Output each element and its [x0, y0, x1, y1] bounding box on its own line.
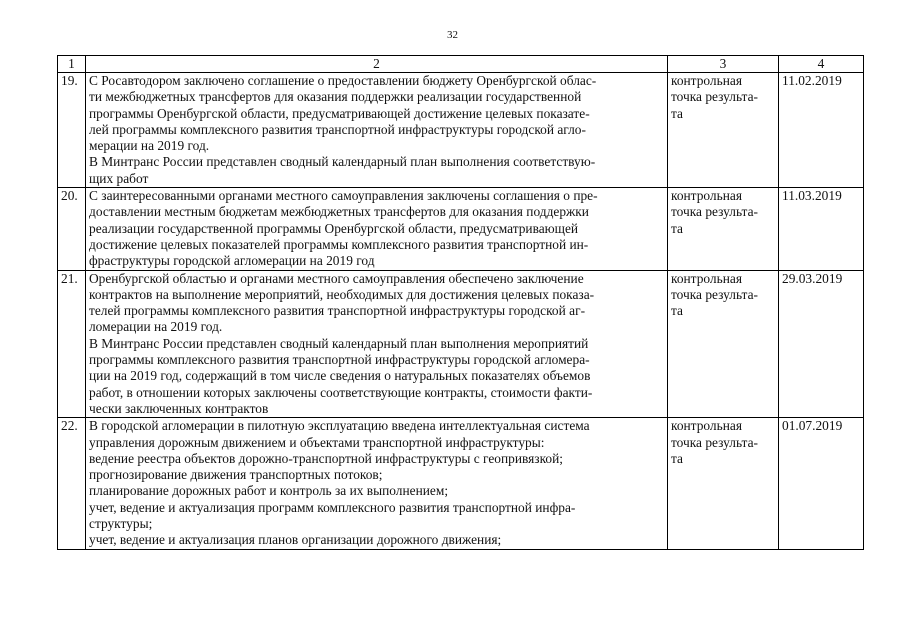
table-row [58, 73, 864, 188]
row-description [86, 188, 668, 270]
description-line: ти межбюджетных трансфертов для оказания поддержки реализации государственной [89, 89, 582, 105]
description-line: прогнозирование движения транспортных потоков; [89, 467, 383, 483]
description-line: С заинтересованными органами местного самоуправления заключены соглашения о пре- [89, 188, 598, 204]
table-row [58, 188, 864, 270]
row-number: 22. [58, 418, 86, 549]
description-line: контрактов на выполнение мероприятий, необходимых для достижения целевых показа- [89, 286, 595, 302]
description-line: В городской агломерации в пилотную эксплуатацию введена интеллектуальная система [89, 418, 590, 434]
description-line: мерации на 2019 год. [89, 138, 210, 154]
description-line: достижение целевых показателей программы комплексного развития транспортной ин- [89, 236, 589, 252]
description-line: учет, ведение и актуализация программ комплексного развития транспортной инфра- [89, 499, 576, 515]
type-line: точка результа- [671, 434, 758, 450]
description-line: ции на 2019 год, содержащий в том числе сведения о натуральных показателях объемов [89, 368, 591, 384]
type-line: контрольная [671, 73, 742, 88]
description-line: ведение реестра объектов дорожно-транспортной инфраструктуры с геопривязкой; [89, 450, 564, 466]
type-line: точка результа- [671, 89, 758, 105]
row-date: 11.02.2019 [779, 73, 864, 188]
row-type [668, 270, 779, 418]
row-description [86, 418, 668, 549]
description-line: В Минтранс России представлен сводный календарный план выполнения соответствую- [89, 154, 596, 170]
description-line: учет, ведение и актуализация планов организации дорожного движения; [89, 532, 502, 548]
description-line: фраструктуры городской агломерации на 2019 год [89, 253, 375, 269]
type-line: точка результа- [671, 204, 758, 220]
type-line: контрольная [671, 188, 742, 204]
description-line: ломерации на 2019 год. [89, 319, 223, 335]
row-description [86, 270, 668, 418]
column-header-3: 3 [668, 56, 779, 73]
description-line: щих работ [89, 170, 149, 186]
column-header-1: 1 [58, 56, 86, 73]
description-line: планирование дорожных работ и контроль за их выполнением; [89, 483, 449, 499]
description-line: чески заключенных контрактов [89, 400, 269, 416]
schedule-table [57, 55, 864, 550]
row-date: 29.03.2019 [779, 270, 864, 418]
type-line: та [671, 450, 683, 466]
row-type [668, 418, 779, 549]
row-type [668, 188, 779, 270]
type-line: контрольная [671, 270, 742, 286]
description-line: С Росавтодором заключено соглашение о предоставлении бюджету Оренбургской облас- [89, 73, 597, 88]
description-line: В Минтранс России представлен сводный календарный план выполнения мероприятий [89, 335, 589, 351]
table-row [58, 270, 864, 418]
description-line: телей программы комплексного развития транспортной инфраструктуры городской аг- [89, 303, 586, 319]
table-row [58, 418, 864, 549]
row-description [86, 73, 668, 188]
description-line: лей программы комплексного развития транспортной инфраструктуры городской агло- [89, 121, 586, 137]
description-line: работ, в отношении которых заключены соответствующие контракты, стоимости факти- [89, 384, 593, 400]
row-number: 21. [58, 270, 86, 418]
description-line: Оренбургской областью и органами местного самоуправления обеспечено заключение [89, 270, 584, 286]
type-line: та [671, 105, 683, 121]
type-line: та [671, 303, 683, 319]
row-number: 20. [58, 188, 86, 270]
page-number: 32 [447, 29, 458, 41]
type-line: точка результа- [671, 286, 758, 302]
column-header-4: 4 [779, 56, 864, 73]
description-line: управления дорожным движением и объектами транспортной инфраструктуры: [89, 434, 545, 450]
description-line: реализации государственной программы Оренбургской области, предусматривающей [89, 220, 579, 236]
column-header-2: 2 [86, 56, 668, 73]
row-date: 11.03.2019 [779, 188, 864, 270]
row-date: 01.07.2019 [779, 418, 864, 549]
description-line: структуры; [89, 516, 153, 532]
type-line: контрольная [671, 418, 742, 434]
description-line: доставлении местным бюджетам межбюджетных трансфертов для оказания поддержки [89, 204, 589, 220]
type-line: та [671, 220, 683, 236]
row-type [668, 73, 779, 188]
row-number: 19. [58, 73, 86, 188]
description-line: программы комплексного развития транспортной инфраструктуры городской агломера- [89, 352, 590, 368]
table-header-row [58, 56, 864, 73]
description-line: программы Оренбургской области, предусматривающей достижение целевых показате- [89, 105, 590, 121]
